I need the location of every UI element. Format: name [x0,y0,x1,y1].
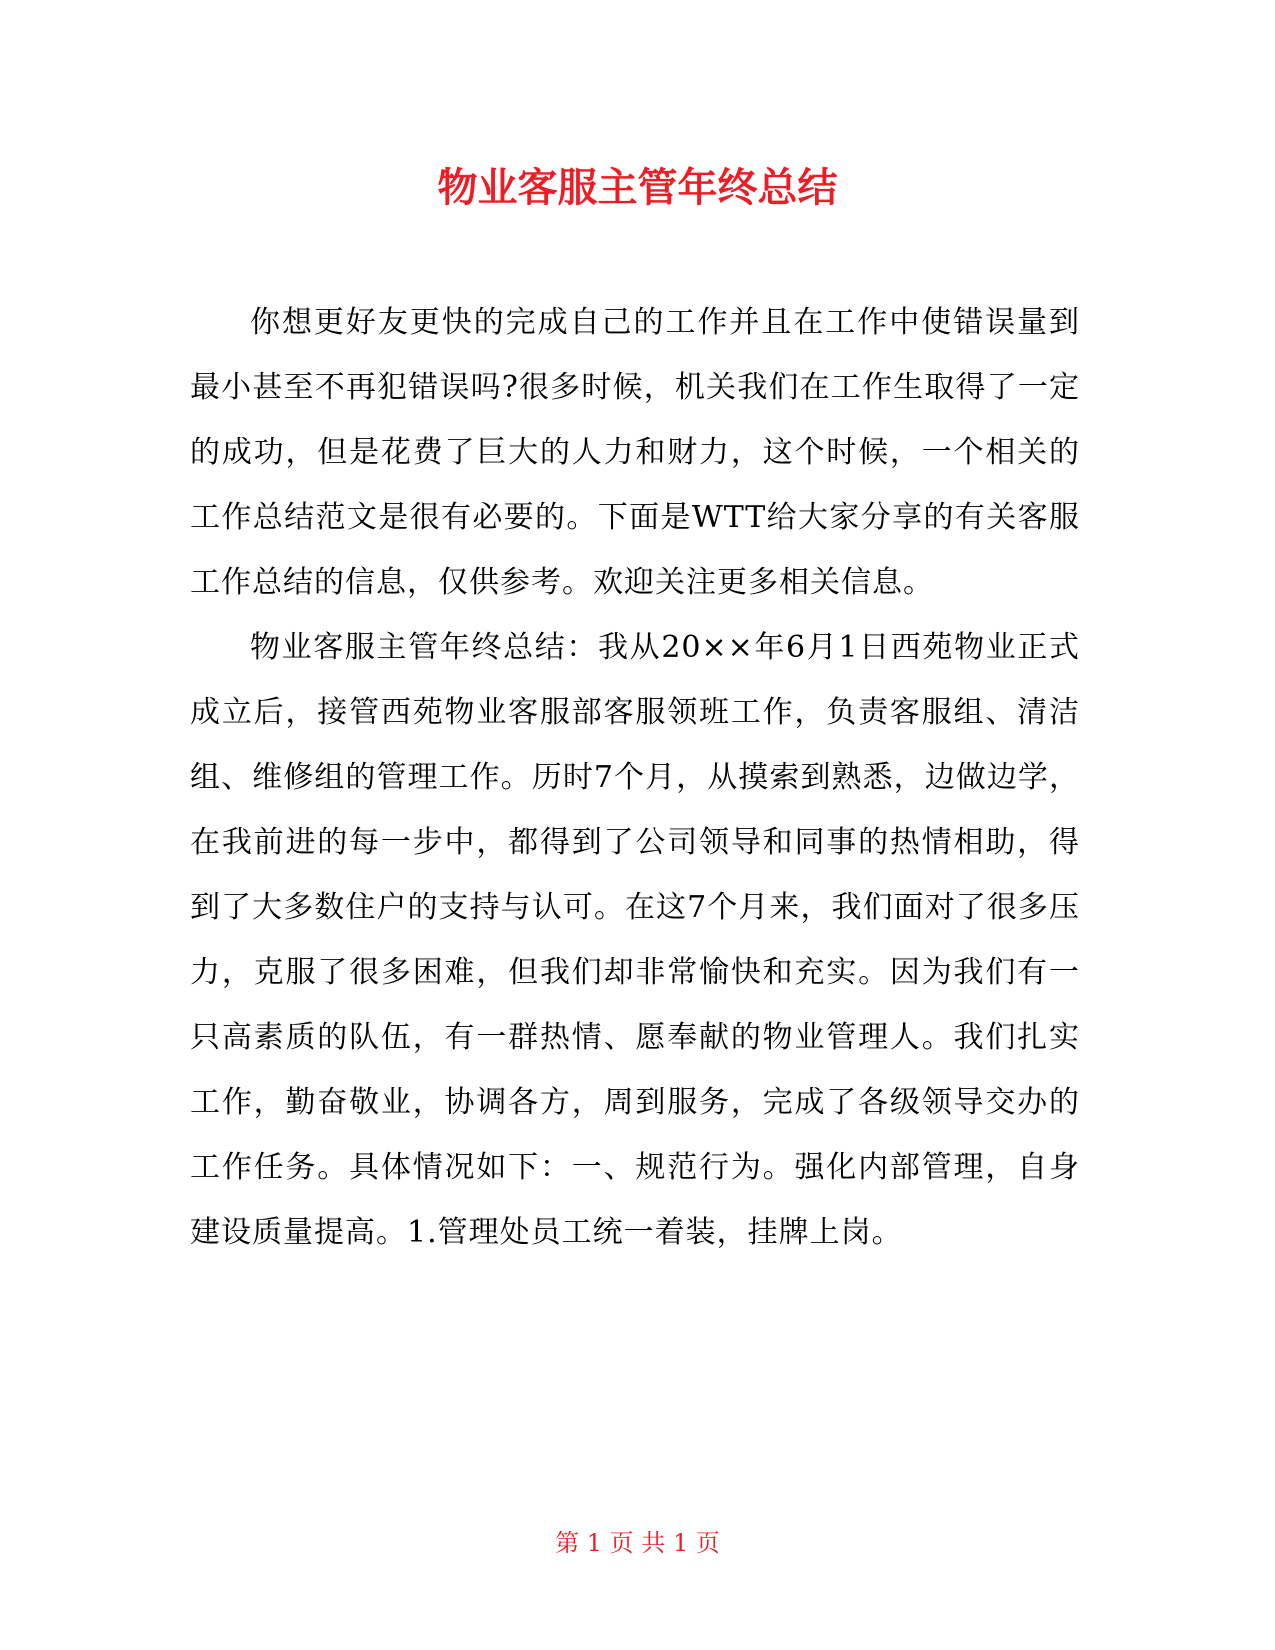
paragraph-summary: 物业客服主管年终总结：我从20××年6月1日西苑物业正式成立后，接管西苑物业客服部客服领班工作，负责客服组、清洁组、维修组的管理工作。历时7个月，从摸索到熟悉，边做边学，在我前进的每一步中，都得到了公司领导和同事的热情相助，得到了大多数住户的支持与认可。在这7个月来，我们面对了很多压力，克服了很多困难，但我们却非常愉快和充实。因为我们有一只高素质的队伍，有一群热情、愿奉献的物业管理人。我们扎实工作，勤奋敬业，协调各方，周到服务，完成了各级领导交办的工作任务。具体情况如下：一、规范行为。强化内部管理，自身建设质量提高。1.管理处员工统一着装，挂牌上岗。 [190,630,1080,1250]
paragraph-intro: 你想更好友更快的完成自己的工作并且在工作中使错误量到最小甚至不再犯错误吗?很多时候，机关我们在工作生取得了一定的成功，但是花费了巨大的人力和财力，这个时候，一个相关的工作总结范文是很有必要的。下面是WTT给大家分享的有关客服工作总结的信息，仅供参考。欢迎关注更多相关信息。 [190,305,1080,600]
document-title: 物业客服主管年终总结 [437,165,838,211]
document-body [190,290,1080,1265]
page-number-footer: 第 1 页 共 1 页 [555,1529,720,1557]
